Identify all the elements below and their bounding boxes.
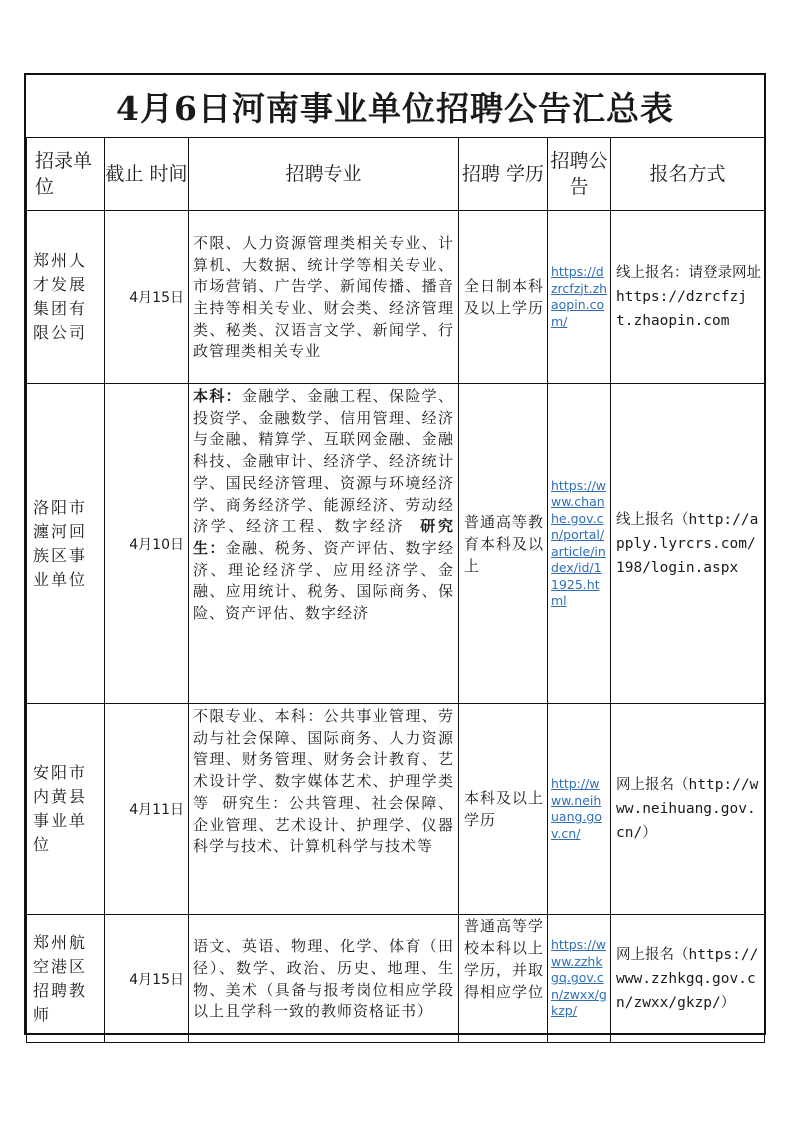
- sheet-title: 4月6日河南事业单位招聘公告汇总表: [26, 75, 764, 138]
- deadline-cell: 4月15日: [105, 211, 189, 384]
- major-cell: [189, 704, 459, 915]
- undergrad-majors: 金融学、金融工程、保险学、投资学、金融数学、信用管理、经济与金融、精算学、互联网金融、金融科技、金融审计、经济学、经济统计学、国民经济管理、资源与环境经济学、商务经济学、能源经济、劳动经济学、经济工程、数字经济: [193, 387, 454, 536]
- table-row: [27, 211, 765, 384]
- education-cell: 普通高等教育本科及以上: [459, 384, 548, 704]
- announcement-link[interactable]: http://www.neihuang.gov.cn/: [551, 776, 602, 841]
- header-announcement: 招聘公告: [548, 138, 611, 211]
- announcement-cell: [548, 384, 611, 704]
- unit-cell: 郑州航空港区招聘教师: [27, 915, 105, 1043]
- deadline-cell: 4月10日: [105, 384, 189, 704]
- header-education: 招聘 学历: [459, 138, 548, 211]
- method-cell: 线上报名：请登录网址https://dzrcfzjt.zhaopin.com: [611, 211, 765, 384]
- deadline-cell: 4月15日: [105, 915, 189, 1043]
- header-major: 招聘专业: [189, 138, 459, 211]
- table-row: [27, 384, 765, 704]
- unit-cell: 安阳市内黄县事业单位: [27, 704, 105, 915]
- undergrad-majors: 不限专业、本科：公共事业管理、劳动与社会保障、国际商务、人力资源管理、财务管理、财务会计教育、艺术设计学、数字媒体艺术、护理学类等: [193, 707, 454, 812]
- header-method: 报名方式: [611, 138, 765, 211]
- unit-cell: 郑州人才发展集团有限公司: [27, 211, 105, 384]
- announcement-link[interactable]: https://dzrcfzjt.zhaopin.com/: [551, 264, 608, 329]
- announcement-cell: [548, 211, 611, 384]
- method-cell: 网上报名（http://www.neihuang.gov.cn/）: [611, 704, 765, 915]
- header-unit: 招录单位: [27, 138, 105, 211]
- education-cell: 本科及以上学历: [459, 704, 548, 915]
- education-cell: 全日制本科及以上学历: [459, 211, 548, 384]
- table-row: [27, 704, 765, 915]
- announcement-cell: [548, 915, 611, 1043]
- header-row: [27, 138, 765, 211]
- header-deadline: 截止 时间: [105, 138, 189, 211]
- graduate-label: 研究生：: [193, 517, 454, 557]
- undergrad-label: 本科：: [193, 387, 242, 405]
- table-row: [27, 915, 765, 1043]
- major-cell: 不限、人力资源管理类相关专业、计算机、大数据、统计学等相关专业、市场营销、广告学、新闻传播、播音主持等相关专业、财会类、经济管理类、秘类、汉语言文学、新闻学、行政管理类相关专业: [189, 211, 459, 384]
- major-cell: 语文、英语、物理、化学、体育（田径）、数学、政治、历史、地理、生物、美术（具备与报考岗位相应学段以上且学科一致的教师资格证书）: [189, 915, 459, 1043]
- recruitment-table: [26, 137, 765, 1043]
- method-cell: 网上报名（https://www.zzhkgq.gov.cn/zwxx/gkzp/）: [611, 915, 765, 1043]
- deadline-cell: 4月11日: [105, 704, 189, 915]
- unit-cell: 洛阳市瀍河回族区事业单位: [27, 384, 105, 704]
- announcement-cell: [548, 704, 611, 915]
- graduate-majors: 金融、税务、资产评估、数字经济、理论经济学、应用经济学、金融、应用统计、税务、国际商务、保险、资产评估、数字经济: [193, 538, 454, 623]
- announcement-link[interactable]: https://www.chanhe.gov.cn/portal/article/index/id/11925.html: [551, 477, 607, 608]
- announcement-link[interactable]: https://www.zzhkgq.gov.cn/zwxx/gkzp/: [551, 937, 607, 1019]
- education-cell: 普通高等学校本科以上学历，并取得相应学位: [459, 915, 548, 1043]
- method-cell: 线上报名（http://apply.lyrcrs.com/198/login.aspx: [611, 384, 765, 704]
- recruitment-summary-sheet: [24, 73, 766, 1035]
- graduate-majors: 研究生：公共管理、社会保障、企业管理、艺术设计、护理学、仪器科学与技术、计算机科学与技术等: [193, 793, 454, 856]
- major-cell: [189, 384, 459, 704]
